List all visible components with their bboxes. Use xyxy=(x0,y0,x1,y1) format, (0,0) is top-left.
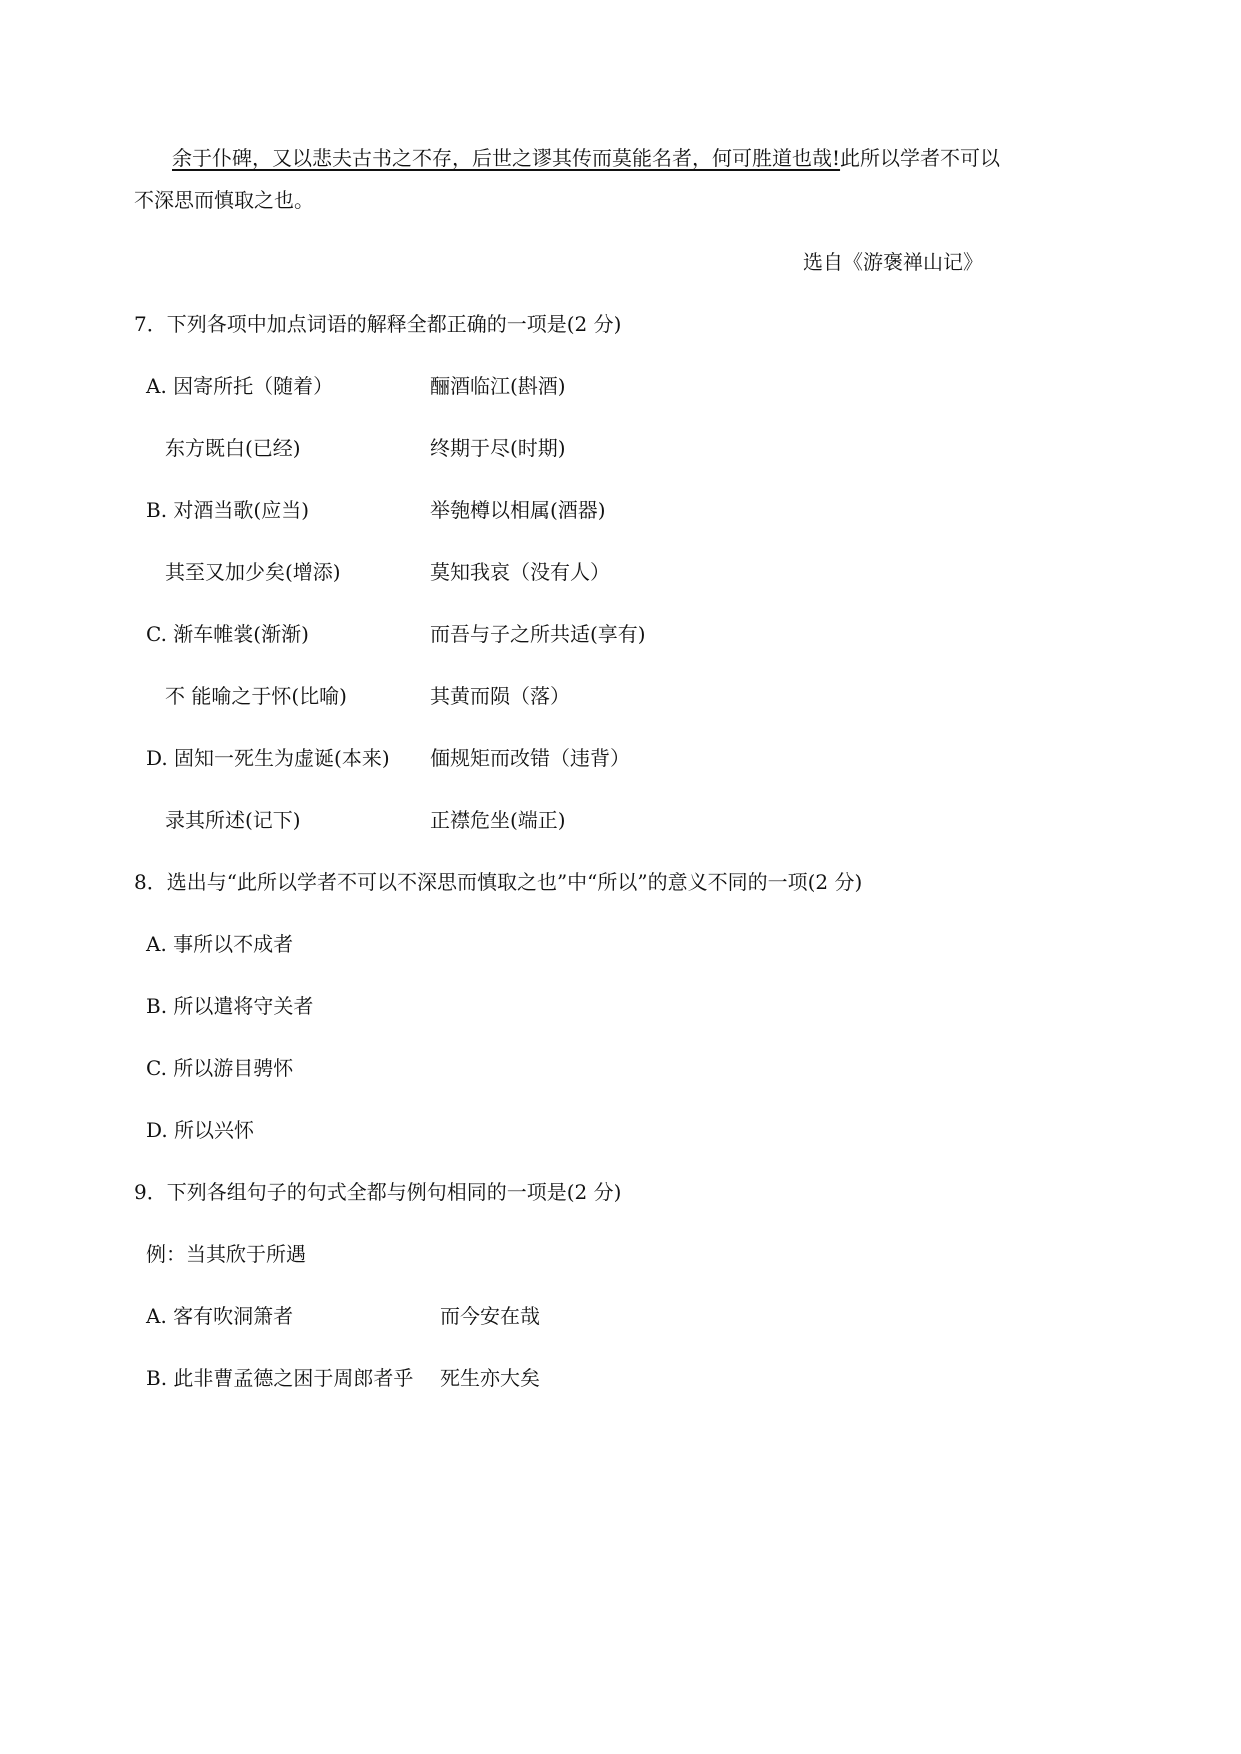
q7-row-right: 酾酒临江(斟酒) xyxy=(430,374,566,398)
q7-stem: 7．下列各项中加点词语的解释全都正确的一项是(2 分) xyxy=(134,312,622,336)
q9-example: 例：当其欣于所遇 xyxy=(146,1242,306,1266)
q9-row-right: 而今安在哉 xyxy=(440,1304,540,1328)
q8-stem: 8．选出与“此所以学者不可以不深思而慎取之也”中“所以”的意义不同的一项(2 分) xyxy=(134,870,863,894)
q8-option: C. 所以游目骋怀 xyxy=(146,1056,294,1080)
q9-row-left: B. 此非曹孟德之困于周郎者乎 xyxy=(146,1366,414,1390)
q7-row-left: 东方既白(已经) xyxy=(165,436,301,460)
q7-row-left: 其至又加少矣(增添) xyxy=(165,560,341,584)
q8-option: B. 所以遣将守关者 xyxy=(146,994,314,1018)
q7-row-left: 不 能喻之于怀(比喻) xyxy=(165,684,347,708)
underlined-sentence: 余于仆碑，又以悲夫古书之不存，后世之谬其传而莫能名者，何可胜道也哉! xyxy=(172,146,841,170)
q7-row-left: B. 对酒当歌(应当) xyxy=(146,498,310,522)
q7-row-right: 终期于尽(时期) xyxy=(430,436,566,460)
q7-row-left: D. 固知一死生为虚诞(本来) xyxy=(146,746,390,770)
q7-row-right: 举匏樽以相属(酒器) xyxy=(430,498,606,522)
q8-option: D. 所以兴怀 xyxy=(146,1118,255,1142)
q9-stem: 9．下列各组句子的句式全都与例句相同的一项是(2 分) xyxy=(134,1180,622,1204)
q8-option: A. 事所以不成者 xyxy=(146,932,294,956)
q9-row-left: A. 客有吹洞箫者 xyxy=(146,1304,294,1328)
q7-row-left: C. 渐车帷裳(渐渐) xyxy=(146,622,309,646)
q7-row-right: 而吾与子之所共适(享有) xyxy=(430,622,646,646)
passage-source: 选自《游褒禅山记》 xyxy=(803,250,983,274)
q7-row-right: 其黄而陨（落） xyxy=(430,684,570,708)
passage-line-1-rest: 此所以学者不可以 xyxy=(840,146,1001,170)
passage-line-1 xyxy=(172,146,1000,170)
passage-line-2: 不深思而慎取之也。 xyxy=(134,188,314,212)
q7-row-right: 正襟危坐(端正) xyxy=(430,808,566,832)
q7-row-left: A. 因寄所托（随着） xyxy=(146,374,334,398)
q7-row-right: 偭规矩而改错（违背） xyxy=(430,746,630,770)
q9-row-right: 死生亦大矣 xyxy=(440,1366,540,1390)
q7-row-right: 莫知我哀（没有人） xyxy=(430,560,610,584)
q7-row-left: 录其所述(记下) xyxy=(165,808,301,832)
